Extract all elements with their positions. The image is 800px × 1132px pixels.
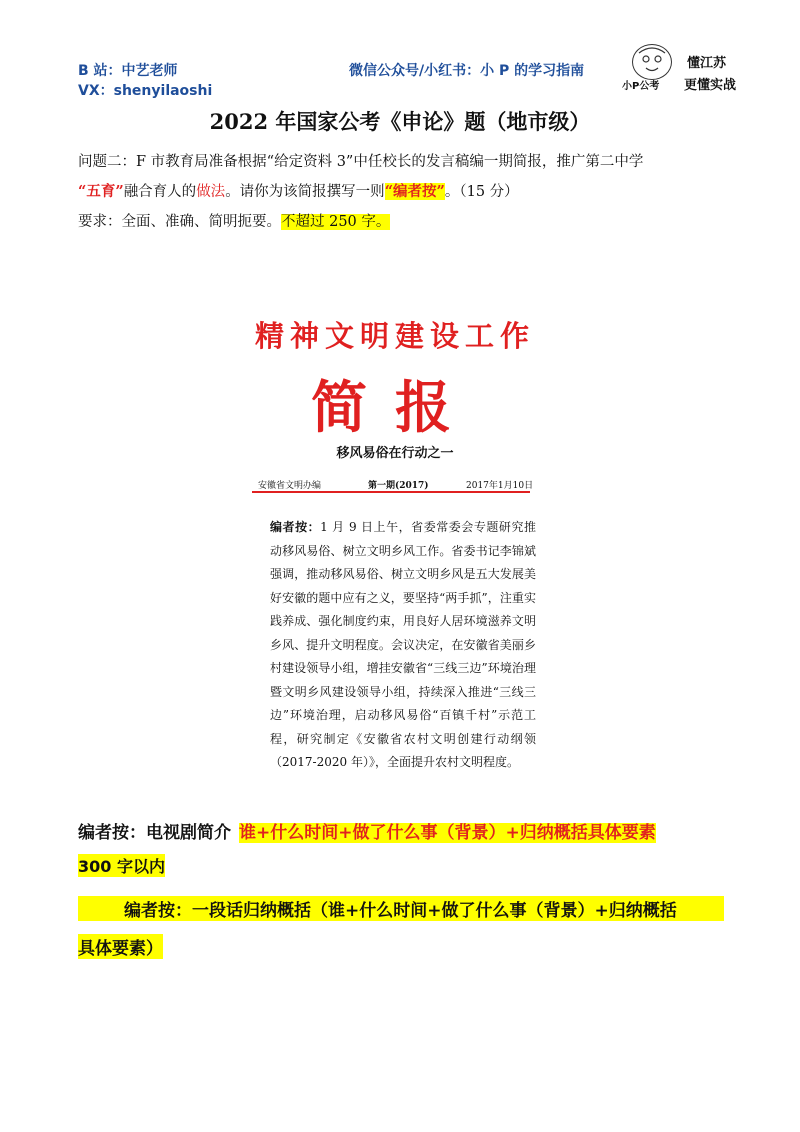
brand-line-2: 更懂实战 [684,78,737,93]
wuyu-highlight: “五育” [78,183,124,200]
question-line-2 [78,180,519,201]
bulletin-title: 精神文明建设工作 [254,319,535,353]
bulletin-body-lead: 编者按： [270,520,321,534]
mascot-icon [632,44,672,80]
bulletin-body [270,516,536,775]
logo-text: 小P公考 [622,81,660,92]
bulletin-issue: 第一期(2017) [368,481,429,491]
brand-logo [622,44,680,92]
document-title: 2022 年国家公考《申论》题（地市级） [209,109,591,134]
header-wechat-id: VX：shenyilaoshi [78,83,213,99]
bulletin-org: 安徽省文明办编 [258,481,322,491]
bulletin-image [240,296,550,769]
note-1-highlight: 谁+什么时间+做了什么事（背景）+归纳概括具体要素 [239,823,656,843]
question-line-2-mid2: 。请你为该简报撰写一则 [225,184,385,200]
note-1-line-2: 300 字以内 [78,854,165,877]
question-line-3 [78,210,390,231]
requirement-text: 要求：全面、准确、简明扼要。 [78,214,281,230]
note-1-prefix: 编者按：电视剧简介 [78,823,231,843]
header-bilibili: B 站：中艺老师 [78,63,178,79]
bulletin-subtitle: 移风易俗在行动之一 [336,446,454,461]
bulletin-body-text: 1 月 9 日上午，省委常委会专题研究推动移风易俗、树立文明乡风工作。省委书记李锦斌强调，推动移风易俗、树立文明乡风是五大发展美好安徽的题中应有之义，要坚持“两手抓”，注重实践养成、强化制度约束，用良好人居环境滋养文明乡风、提升文明程度。会议决定，在安徽省美丽乡村建设领导小组，增挂安徽省“三线三边”环境治理暨文明乡风建设领导小组，持续深入推进“三线三边”环境治理，启动移风易俗“百镇千村”示范工程，研究制定《安徽省农村文明创建行动纲领（2017-2020 年）》，全面提升农村文明程度。 [270,520,536,769]
question-line-2-end: 。（15 分） [444,184,519,200]
bulletin-date: 2017年1月10日 [466,481,534,491]
bulletin-divider [252,491,530,493]
zuofa-highlight: 做法 [196,184,226,200]
bianzhean-highlight: “编者按” [384,183,445,200]
header-public-account: 微信公众号/小红书：小 P 的学习指南 [349,63,585,79]
note-2-line-1: 编者按：一段话归纳概括（谁+什么时间+做了什么事（背景）+归纳概括 [78,896,724,921]
bulletin-big-title: 简报 [311,375,479,441]
question-line-1: 问题二：F 市教育局准备根据“给定资料 3”中任校长的发言稿编一期简报，推广第二中学 [78,154,644,170]
word-limit-highlight: 不超过 250 字。 [281,214,391,230]
brand-line-1: 懂江苏 [687,56,727,71]
question-line-2-mid: 融合育人的 [123,184,197,200]
note-2-line-2: 具体要素） [78,934,163,959]
note-1-line-1 [78,818,656,843]
